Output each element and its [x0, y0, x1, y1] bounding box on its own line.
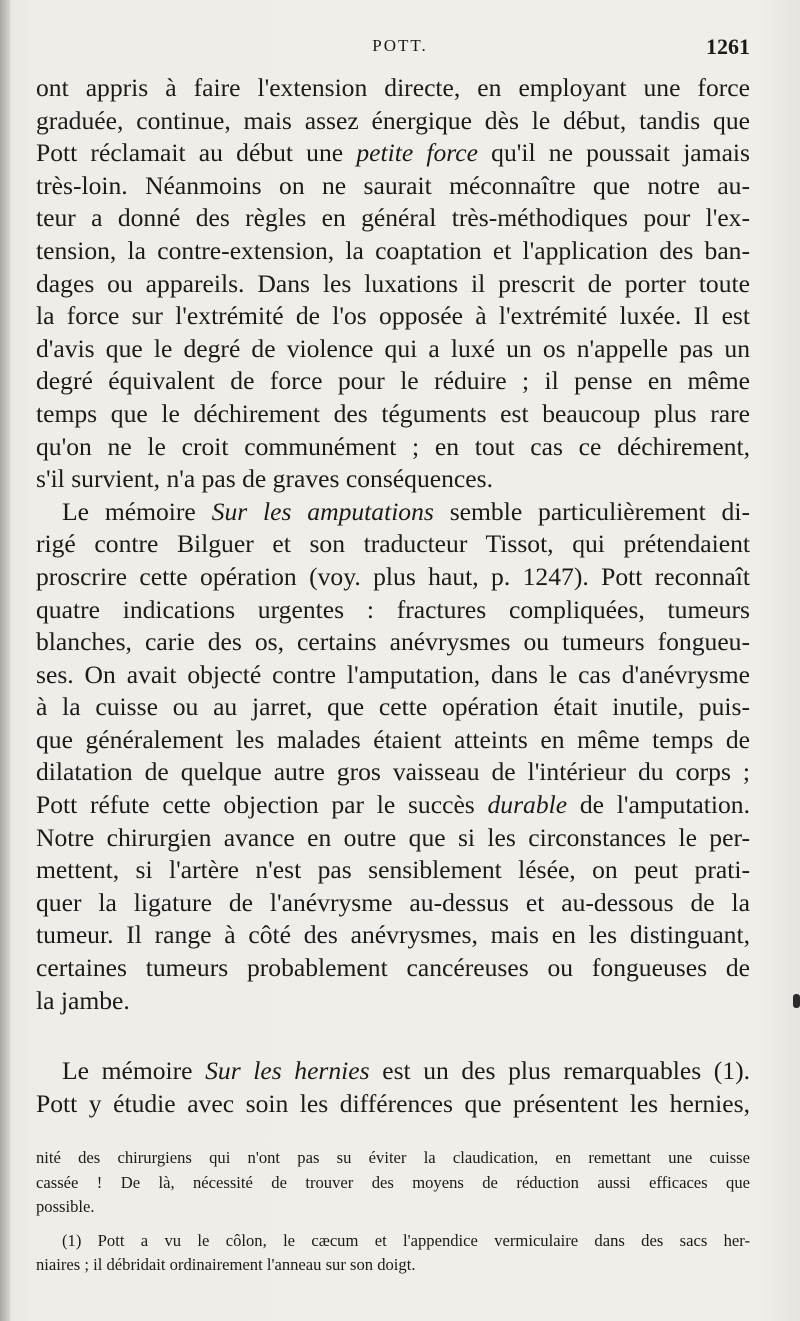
paragraph-gap — [36, 1017, 750, 1055]
text-line: s'il survient, n'a pas de graves conséquences. — [36, 464, 493, 494]
text-line: tension, la contre-extension, la coaptation et l'application des ban- — [36, 235, 750, 265]
text-segment: qu'il ne poussait jamais — [478, 138, 750, 168]
text-line: proscrire cette opération (voy. plus haut, p. 1247). Pott reconnaît — [36, 561, 750, 591]
text-line: d'avis que le degré de violence qui a luxé un os n'appelle pas un — [36, 333, 750, 363]
text-segment: est un des plus remarquables (1). — [369, 1056, 750, 1086]
text-line: à la cuisse ou au jarret, que cette opération était inutile, puis- — [36, 692, 750, 722]
text-line: teur a donné des règles en général très-méthodiques pour l'ex- — [36, 203, 750, 233]
text-line: mettent, si l'artère n'est pas sensiblement lésée, on peut prati- — [36, 855, 750, 885]
text-line: graduée, continue, mais assez énergique dès le début, tandis que — [36, 105, 750, 135]
italic-phrase: petite force — [356, 138, 478, 168]
text-line: quatre indications urgentes : fractures compliquées, tumeurs — [36, 594, 750, 624]
text-line: degré équivalent de force pour le réduire ; il pense en même — [36, 366, 750, 396]
page-number: 1261 — [706, 34, 750, 59]
italic-title: Sur les hernies — [205, 1056, 370, 1086]
margin-ink-mark — [793, 994, 800, 1008]
footnote-line: niaires ; il débridait ordinairement l'anneau sur son doigt. — [36, 1255, 416, 1274]
text-line: Notre chirurgien avance en outre que si les circonstances le per- — [36, 822, 750, 852]
text-line: temps que le déchirement des téguments est beaucoup plus rare — [36, 398, 750, 428]
text-line: qu'on ne le croit communément ; en tout cas ce déchirement, — [36, 431, 750, 461]
text-line — [36, 137, 750, 170]
text-line — [36, 496, 750, 529]
footnote-spacer — [36, 1220, 750, 1229]
text-line: que généralement les malades étaient atteints en même temps de — [36, 724, 750, 754]
italic-title: Sur les amputations — [211, 496, 434, 526]
text-line: ses. On avait objecté contre l'amputation, dans le cas d'anévrysme — [36, 659, 750, 689]
main-text — [36, 72, 750, 1120]
italic-word: durable — [487, 790, 568, 820]
page-header — [0, 34, 800, 62]
text-line: quer la ligature de l'anévrysme au-dessus et au-dessous de la — [36, 887, 750, 917]
text-line: la jambe. — [36, 985, 130, 1015]
text-line: dages ou appareils. Dans les luxations il prescrit de porter toute — [36, 268, 750, 298]
text-line — [36, 789, 750, 822]
text-segment: Pott réfute cette objection par le succès — [36, 790, 488, 820]
text-line: ont appris à faire l'extension directe, en employant une force — [36, 73, 750, 102]
text-line — [36, 1055, 750, 1088]
footnote-line: (1) Pott a vu le côlon, le cæcum et l'appendice vermiculaire dans des sacs her- — [62, 1230, 750, 1250]
text-segment: de l'amputation. — [567, 790, 750, 820]
text-segment: semble particulièrement di- — [433, 496, 750, 526]
footnotes — [36, 1146, 750, 1278]
page-spine-shadow — [0, 0, 10, 1321]
text-line: Pott y étudie avec soin les différences que présentent les hernies, — [36, 1088, 750, 1118]
running-head: POTT. — [372, 36, 428, 55]
footnote-line: possible. — [36, 1197, 95, 1216]
text-line: rigé contre Bilguer et son traducteur Tissot, qui prétendaient — [36, 529, 750, 559]
text-line: blanches, carie des os, certains anévrysmes ou tumeurs fongueu- — [36, 627, 750, 657]
text-line: très-loin. Néanmoins on ne saurait méconnaître que notre au- — [36, 170, 750, 200]
footnote-line: nité des chirurgiens qui n'ont pas su éviter la claudication, en remettant une cuisse — [36, 1148, 750, 1167]
text-line: dilatation de quelque autre gros vaisseau de l'intérieur du corps ; — [36, 757, 750, 787]
text-segment: Le mémoire — [62, 1056, 206, 1086]
text-line: certaines tumeurs probablement cancéreuses ou fongueuses de — [36, 953, 750, 983]
text-segment: Pott réclamait au début une — [36, 138, 357, 168]
text-segment: Le mémoire — [62, 496, 212, 526]
text-line: tumeur. Il range à côté des anévrysmes, mais en les distinguant, — [36, 920, 750, 950]
footnote-line: cassée ! De là, nécessité de trouver des moyens de réduction aussi efficaces que — [36, 1172, 750, 1192]
text-line: la force sur l'extrémité de l'os opposée à l'extrémité luxée. Il est — [36, 301, 750, 331]
